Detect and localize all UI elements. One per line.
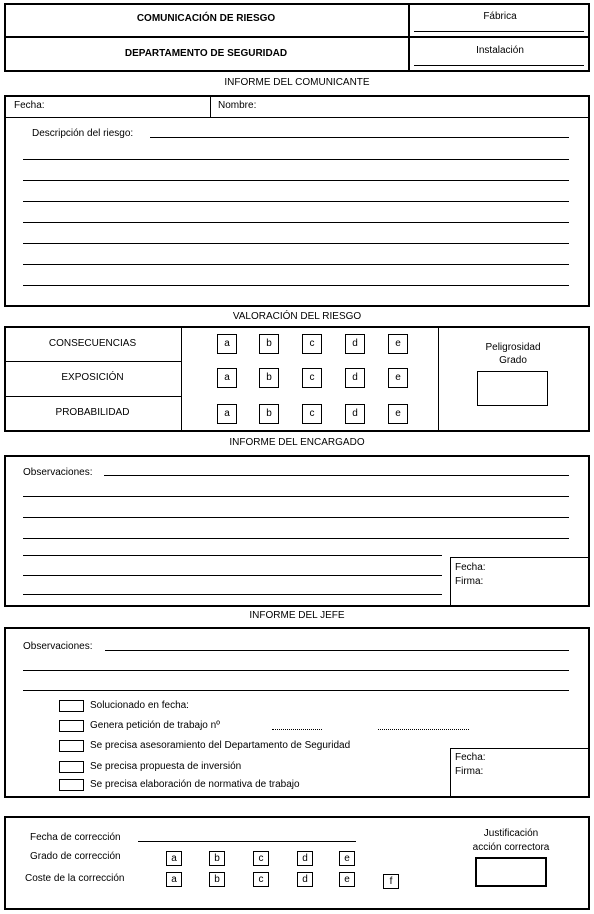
encargado-observation-line[interactable] (23, 538, 569, 539)
form-title: COMUNICACIÓN DE RIESGO (136, 13, 276, 24)
row-label-probabilidad: PROBABILIDAD (55, 407, 130, 418)
jefe-observation-line[interactable] (105, 650, 569, 651)
encargado-observation-line[interactable] (23, 517, 569, 518)
description-line[interactable] (23, 159, 569, 160)
description-label: Descripción del riesgo: (32, 128, 134, 139)
probabilidad-option-d[interactable]: d (345, 404, 365, 424)
grade-option-c[interactable]: c (253, 851, 269, 866)
installation-field-line[interactable] (414, 65, 584, 66)
description-line[interactable] (23, 264, 569, 265)
encargado-observation-line[interactable] (23, 575, 442, 576)
encargado-observation-line[interactable] (104, 475, 569, 476)
cost-option-f[interactable]: f (383, 874, 399, 889)
encargado-observation-line[interactable] (23, 555, 442, 556)
peticion-number-field[interactable] (272, 729, 322, 730)
encargado-date-label: Fecha: (455, 562, 486, 573)
valoracion-row-divider (4, 361, 181, 362)
row-label-consecuencias: CONSECUENCIAS (48, 338, 137, 349)
probabilidad-option-c[interactable]: c (302, 404, 322, 424)
consecuencias-option-a[interactable]: a (217, 334, 237, 354)
probabilidad-option-a[interactable]: a (217, 404, 237, 424)
jefe-observations-label: Observaciones: (23, 641, 93, 652)
encargado-observations-label: Observaciones: (23, 467, 93, 478)
section-title-encargado: INFORME DEL ENCARGADO (229, 437, 365, 448)
check-asesoramiento[interactable] (59, 740, 84, 752)
consecuencias-option-b[interactable]: b (259, 334, 279, 354)
check-label-asesoramiento: Se precisa asesoramiento del Departamento de Seguridad (90, 740, 351, 751)
encargado-observation-line[interactable] (23, 594, 442, 595)
section-title-comunicante: INFORME DEL COMUNICANTE (224, 77, 370, 88)
valoracion-row-divider (4, 396, 181, 397)
description-line[interactable] (23, 243, 569, 244)
check-label-solucionado: Solucionado en fecha: (90, 700, 189, 711)
exposicion-option-a[interactable]: a (217, 368, 237, 388)
cost-option-d[interactable]: d (297, 872, 313, 887)
justification-label: Justificación (483, 828, 539, 839)
comunicante-row-divider (4, 117, 590, 118)
description-line[interactable] (23, 201, 569, 202)
jefe-date-label: Fecha: (455, 752, 486, 763)
date-label: Fecha: (14, 100, 45, 111)
grade-label: Grado (499, 355, 527, 366)
danger-label: Peligrosidad (485, 342, 541, 353)
cost-option-e[interactable]: e (339, 872, 355, 887)
description-line[interactable] (23, 285, 569, 286)
encargado-signature-label: Firma: (455, 576, 484, 587)
consecuencias-option-c[interactable]: c (302, 334, 322, 354)
factory-label: Fábrica (483, 11, 517, 22)
grade-option-e[interactable]: e (339, 851, 355, 866)
grade-option-b[interactable]: b (209, 851, 225, 866)
check-label-propuesta-inversion: Se precisa propuesta de inversión (90, 761, 242, 772)
valoracion-col-divider (181, 326, 182, 432)
description-line[interactable] (23, 180, 569, 181)
cost-option-a[interactable]: a (166, 872, 182, 887)
exposicion-option-e[interactable]: e (388, 368, 408, 388)
probabilidad-option-e[interactable]: e (388, 404, 408, 424)
correction-date-line[interactable] (138, 841, 356, 842)
department-title: DEPARTAMENTO DE SEGURIDAD (124, 48, 288, 59)
jefe-signature-label: Firma: (455, 766, 484, 777)
jefe-observation-line[interactable] (23, 690, 569, 691)
installation-label: Instalación (476, 45, 524, 56)
section-title-jefe: INFORME DEL JEFE (249, 610, 345, 621)
check-normativa[interactable] (59, 779, 84, 791)
exposicion-option-c[interactable]: c (302, 368, 322, 388)
check-propuesta-inversion[interactable] (59, 761, 84, 773)
description-line[interactable] (23, 222, 569, 223)
check-label-peticion-trabajo: Genera petición de trabajo nº (90, 720, 220, 731)
encargado-observation-line[interactable] (23, 496, 569, 497)
peticion-extra-field[interactable] (378, 729, 469, 730)
name-label: Nombre: (218, 100, 257, 111)
grade-option-a[interactable]: a (166, 851, 182, 866)
check-peticion-trabajo[interactable] (59, 720, 84, 732)
cost-option-b[interactable]: b (209, 872, 225, 887)
check-label-normativa: Se precisa elaboración de normativa de trabajo (90, 779, 300, 790)
cost-option-c[interactable]: c (253, 872, 269, 887)
exposicion-option-d[interactable]: d (345, 368, 365, 388)
grade-option-d[interactable]: d (297, 851, 313, 866)
description-line[interactable] (150, 137, 569, 138)
jefe-observation-line[interactable] (23, 670, 569, 671)
comunicante-col-divider (210, 95, 211, 117)
consecuencias-option-e[interactable]: e (388, 334, 408, 354)
correction-grade-label: Grado de corrección (30, 851, 121, 862)
section-title-valoracion: VALORACIÓN DEL RIESGO (232, 311, 362, 322)
check-solucionado[interactable] (59, 700, 84, 712)
valoracion-col-divider (438, 326, 439, 432)
correction-date-label: Fecha de corrección (30, 832, 121, 843)
probabilidad-option-b[interactable]: b (259, 404, 279, 424)
row-label-exposicion: EXPOSICIÓN (61, 372, 124, 383)
header-divider-horizontal (4, 36, 590, 38)
consecuencias-option-d[interactable]: d (345, 334, 365, 354)
correction-cost-label: Coste de la corrección (25, 873, 125, 884)
danger-grade-field[interactable] (477, 371, 548, 406)
factory-field-line[interactable] (414, 31, 584, 32)
exposicion-option-b[interactable]: b (259, 368, 279, 388)
corrective-action-label: acción correctora (472, 842, 550, 853)
justification-field[interactable] (475, 857, 547, 887)
